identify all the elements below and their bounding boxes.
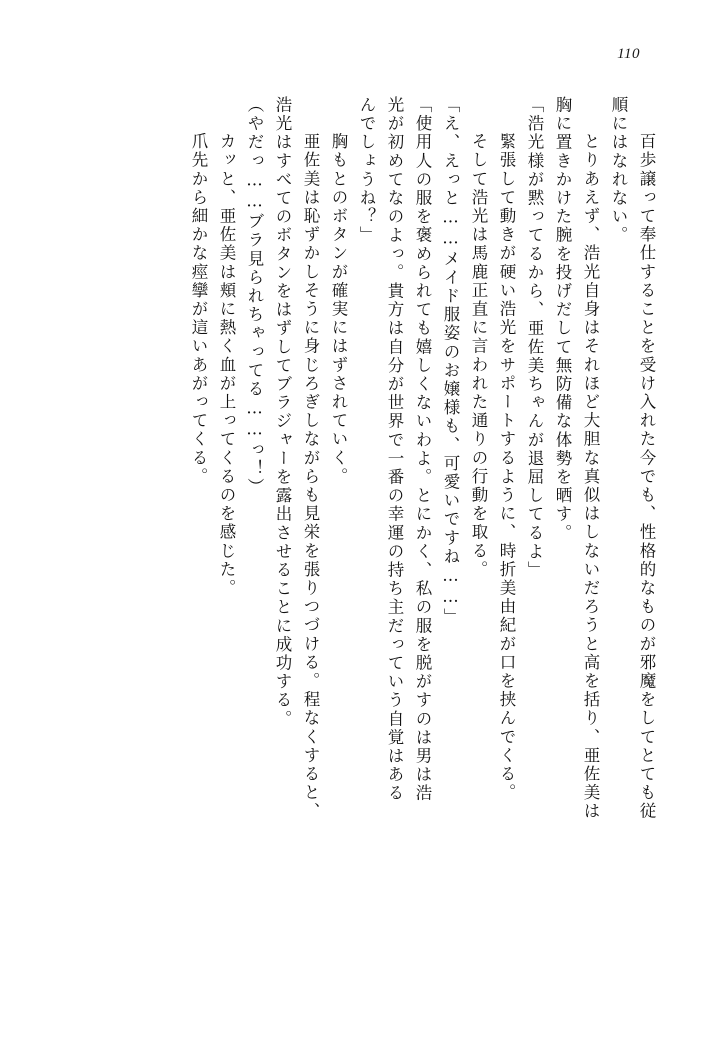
text-line: 「え、えっと……メイド服姿のお嬢様も、可愛いですね……」 xyxy=(441,96,460,627)
page-text-body xyxy=(58,96,654,966)
text-line: 浩光はすべてのボタンをはずしてブラジャーを露出させることに成功する。 xyxy=(273,96,292,729)
text-line: 胸もとのボタンが確実にはずされていく。 xyxy=(329,114,348,486)
text-line: 亜佐美は恥ずかしそうに身じろぎしながらも見栄を張りつづける。程なくすると、 xyxy=(301,114,320,821)
text-line: 爪先から細かな痙攣が這いあがってくる。 xyxy=(189,114,208,486)
text-line: 百歩譲って奉仕することを受け入れた今でも、性格的なものが邪魔をしてとても従 xyxy=(637,114,656,821)
text-line: とりあえず、浩光自身はそれほど大胆な真似はしないだろうと高を括り、亜佐美は xyxy=(581,114,600,821)
text-line: カッと、亜佐美は頬に熱く血が上ってくるのを感じた。 xyxy=(217,114,236,598)
text-line: 「使用人の服を褒められても嬉しくないわよ。とにかく、私の服を脱がすのは男は浩 xyxy=(413,96,432,803)
text-line: そして浩光は馬鹿正直に言われた通りの行動を取る。 xyxy=(469,114,488,579)
page-number: 110 xyxy=(617,46,640,62)
text-line: 光が初めてなのよっ。貴方は自分が世界で一番の幸運の持ち主だっていう自覚はある xyxy=(385,96,404,803)
text-line: 順にはなれない。 xyxy=(609,96,628,245)
text-line: 緊張して動きが硬い浩光をサポートするように、時折美由紀が口を挟んでくる。 xyxy=(497,114,516,803)
text-line: 「浩光様が黙ってるから、亜佐美ちゃんが退屈してるよ」 xyxy=(525,96,544,580)
text-line: んでしょうね？」 xyxy=(357,96,376,245)
text-line: （やだっ……ブラ見られちゃってる……っ！） xyxy=(245,96,264,497)
text-line: 胸に置きかけた腕を投げだして無防備な体勢を晒す。 xyxy=(553,96,572,543)
